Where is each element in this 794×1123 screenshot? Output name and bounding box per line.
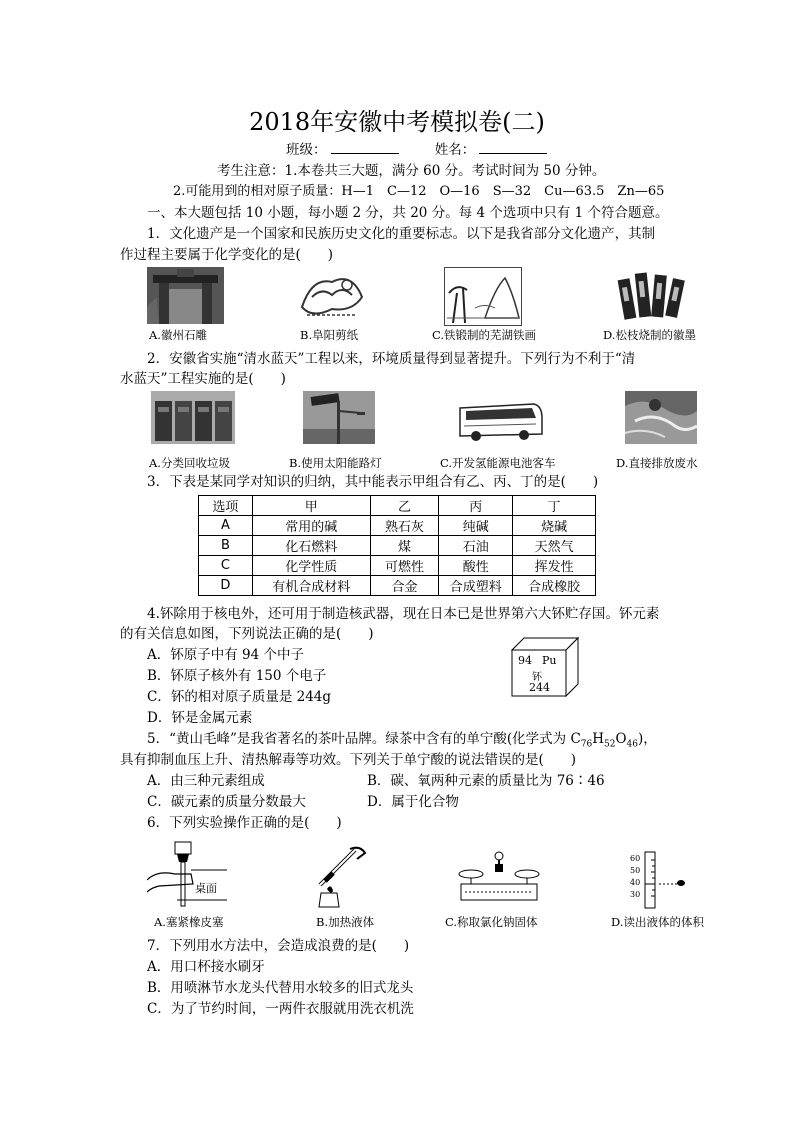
table-cell: B bbox=[199, 536, 253, 556]
table-cell: 选项 bbox=[199, 496, 253, 516]
q1-caption-c: C.铁锻制的芜湖铁画 bbox=[432, 328, 537, 342]
table-cell: 可燃性 bbox=[370, 556, 439, 576]
q1-caption-b: B.阜阳剪纸 bbox=[300, 328, 359, 342]
class-label: 班级： bbox=[286, 142, 327, 158]
cylinder-tick-label: 30 bbox=[630, 890, 641, 899]
q5-option-d: D．属于化合物 bbox=[367, 794, 459, 810]
q5-option-a: A．由三种元素组成 bbox=[147, 773, 265, 789]
table-cell: 酸性 bbox=[439, 556, 513, 576]
q3-table bbox=[198, 495, 596, 596]
oxygen-symbol: O bbox=[615, 731, 627, 747]
ink-sticks-image bbox=[617, 267, 689, 324]
q4-option-c: C．钚的相对原子质量是 244g bbox=[147, 689, 332, 705]
table-cell: A bbox=[199, 516, 253, 536]
q6-caption-b: B.加热液体 bbox=[316, 915, 375, 929]
q2-caption-b: B.使用太阳能路灯 bbox=[289, 456, 382, 470]
table-cell: 挥发性 bbox=[513, 556, 596, 576]
solar-streetlight-image bbox=[303, 391, 375, 444]
table-cell: 合金 bbox=[370, 576, 439, 596]
section-1-heading: 一、本大题包括 10 小题，每小题 2 分，共 20 分。每 4 个选项中只有 1 个符合题意。 bbox=[147, 205, 669, 221]
info-line bbox=[286, 141, 551, 159]
element-name: 钚 bbox=[532, 672, 542, 683]
q1-caption-d: D.松枝烧制的徽墨 bbox=[603, 328, 696, 342]
cylinder-tick-label: 40 bbox=[630, 878, 641, 887]
table-cell: 合成橡胶 bbox=[513, 576, 596, 596]
oxygen-subscript: 46 bbox=[626, 739, 638, 750]
element-card bbox=[510, 636, 580, 698]
paper-cut-image bbox=[297, 267, 367, 324]
notice-1: 考生注意：1.本卷共三大题，满分 60 分。考试时间为 50 分钟。 bbox=[217, 163, 606, 179]
element-number: 94 bbox=[518, 654, 532, 667]
table-row bbox=[199, 556, 596, 576]
table-cell: 常用的碱 bbox=[252, 516, 370, 536]
stopper-diagram bbox=[147, 840, 227, 910]
q2-caption-c: C.开发氢能源电池客车 bbox=[440, 456, 556, 470]
table-cell: C bbox=[199, 556, 253, 576]
table-cell: 纯碱 bbox=[439, 516, 513, 536]
carbon-subscript: 76 bbox=[580, 739, 593, 750]
hydrogen-bus-image bbox=[456, 398, 544, 444]
table-cell: 化学性质 bbox=[252, 556, 370, 576]
q4-stem-2: 的有关信息如图，下列说法正确的是( ) bbox=[120, 626, 374, 642]
cylinder-tick-label: 60 bbox=[630, 854, 641, 863]
table-cell: 合成塑料 bbox=[439, 576, 513, 596]
table-cell: D bbox=[199, 576, 253, 596]
q1-caption-a: A.徽州石雕 bbox=[149, 328, 207, 342]
q6-stem: 6．下列实验操作正确的是( ) bbox=[147, 815, 342, 831]
q7-stem: 7．下列用水方法中，会造成浪费的是( ) bbox=[147, 938, 410, 954]
q4-option-d: D．钚是金属元素 bbox=[147, 710, 253, 726]
graduated-cylinder-diagram bbox=[625, 850, 695, 910]
wastewater-image bbox=[625, 391, 697, 444]
class-blank bbox=[331, 141, 399, 154]
desk-label: 桌面 bbox=[195, 882, 217, 895]
element-symbol: Pu bbox=[542, 654, 557, 667]
table-cell: 熟石灰 bbox=[370, 516, 439, 536]
q7-option-b: B．用喷淋节水龙头代替用水较多的旧式龙头 bbox=[147, 980, 414, 996]
q5-text-b: )， bbox=[638, 731, 657, 747]
hydrogen-symbol: H bbox=[592, 731, 605, 747]
table-row bbox=[199, 516, 596, 536]
q3-stem: 3．下表是某同学对知识的归纳，其中能表示甲组合有乙、丙、丁的是( ) bbox=[147, 474, 599, 490]
q7-option-c: C．为了节约时间，一两件衣服就用洗衣机洗 bbox=[147, 1001, 414, 1017]
iron-painting-image bbox=[444, 267, 522, 326]
hydrogen-subscript: 52 bbox=[604, 739, 616, 750]
table-row bbox=[199, 576, 596, 596]
table-row bbox=[199, 496, 596, 516]
q1-stem-1: 1．文化遗产是一个国家和民族历史文化的重要标志。以下是我省部分文化遗产，其制 bbox=[147, 226, 656, 242]
q5-option-b: B．碳、氧两种元素的质量比为 76∶46 bbox=[367, 773, 605, 789]
q2-stem-1: 2．安徽省实施“清水蓝天”工程以来，环境质量得到显著提升。下列行为不利于“清 bbox=[147, 351, 636, 367]
q5-text-a: 5．“黄山毛峰”是我省著名的茶叶品牌。绿茶中含有的单宁酸(化学式为 C bbox=[147, 731, 581, 747]
q2-caption-d: D.直接排放废水 bbox=[616, 456, 698, 470]
q5-option-c: C．碳元素的质量分数最大 bbox=[147, 794, 306, 810]
table-cell: 乙 bbox=[370, 496, 439, 516]
table-row bbox=[199, 536, 596, 556]
q4-option-a: A．钚原子中有 94 个中子 bbox=[147, 647, 305, 663]
table-cell: 甲 bbox=[252, 496, 370, 516]
q5-stem-2: 具有抑制血压上升、清热解毒等功效。下列关于单宁酸的说法错误的是( ) bbox=[120, 752, 577, 768]
q7-option-a: A．用口杯接水刷牙 bbox=[147, 959, 265, 975]
table-cell: 石油 bbox=[439, 536, 513, 556]
notice-2: 2.可能用到的相对原子质量：H—1 C—12 O—16 S—32 Cu—63.5 Zn—65 bbox=[173, 184, 665, 199]
element-mass: 244 bbox=[529, 681, 550, 694]
table-cell: 化石燃料 bbox=[252, 536, 370, 556]
q1-stem-2: 作过程主要属于化学变化的是( ) bbox=[120, 247, 334, 263]
q6-caption-a: A.塞紧橡皮塞 bbox=[154, 915, 224, 929]
table-cell: 丙 bbox=[439, 496, 513, 516]
stone-carving-image bbox=[147, 267, 224, 324]
q4-stem-1: 4.钚除用于核电外，还可用于制造核武器，现在日本已是世界第六大钚贮存国。钚元素 bbox=[147, 606, 660, 622]
balance-diagram bbox=[455, 850, 543, 910]
heating-liquid-diagram bbox=[305, 845, 375, 910]
q6-caption-d: D.读出液体的体积 bbox=[611, 915, 704, 929]
table-cell: 丁 bbox=[513, 496, 596, 516]
table-cell: 烧碱 bbox=[513, 516, 596, 536]
q4-option-b: B．钚原子核外有 150 个电子 bbox=[147, 668, 327, 684]
q2-stem-2: 水蓝天”工程实施的是( ) bbox=[120, 371, 286, 387]
name-blank bbox=[479, 141, 547, 154]
table-cell: 煤 bbox=[370, 536, 439, 556]
q2-caption-a: A.分类回收垃圾 bbox=[149, 456, 230, 470]
recycle-bins-image bbox=[151, 391, 235, 444]
cylinder-tick-label: 50 bbox=[630, 866, 641, 875]
q6-caption-c: C.称取氯化钠固体 bbox=[445, 915, 538, 929]
page-title: 2018年安徽中考模拟卷(二) bbox=[249, 108, 545, 136]
table-cell: 有机合成材料 bbox=[252, 576, 370, 596]
name-label: 姓名： bbox=[434, 142, 476, 158]
table-cell: 天然气 bbox=[513, 536, 596, 556]
